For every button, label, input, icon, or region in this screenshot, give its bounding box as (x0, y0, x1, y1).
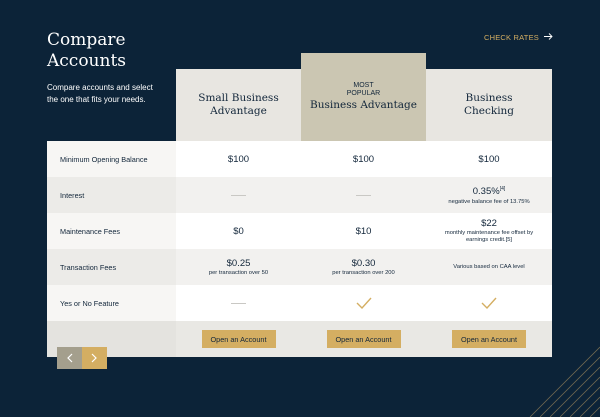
checkmark-icon (356, 297, 372, 309)
row-label: Interest (47, 177, 176, 213)
next-button[interactable] (82, 347, 107, 369)
interest-rate: 0.35% (472, 186, 500, 198)
cell-value: $100 (227, 153, 250, 165)
column-header-business-advantage (301, 53, 426, 141)
column-header-business-checking (426, 69, 552, 141)
cell-value (473, 184, 506, 197)
cell-note: monthly maintenance fee offset by earnings credit.[5] (444, 230, 534, 243)
cell-value: $0 (233, 225, 244, 237)
check-rates-label: CHECK RATES (484, 32, 539, 42)
table-row (47, 177, 552, 213)
checkmark-icon (481, 297, 497, 309)
table-cell (176, 177, 301, 213)
table-cell (176, 213, 301, 249)
table-cell (301, 321, 426, 357)
table-cell (301, 177, 426, 213)
page-subtitle: Compare accounts and select the one that fits your needs. (47, 83, 153, 104)
cell-value: $10 (355, 225, 372, 237)
cell-value: $22 (481, 218, 497, 229)
dash-icon (231, 195, 246, 196)
cell-note: per transaction over 200 (332, 269, 395, 276)
table-row (47, 249, 552, 285)
open-account-button-small-business-advantage[interactable]: Open an Account (202, 330, 276, 348)
chevron-left-icon (66, 353, 73, 363)
row-label: Yes or No Feature (47, 285, 176, 321)
table-cell (176, 321, 301, 357)
open-account-button-business-checking[interactable]: Open an Account (452, 330, 526, 348)
page-title: Compare Accounts (47, 30, 127, 71)
column-header-small-business-advantage (176, 69, 301, 141)
table-cell (426, 177, 552, 213)
column-title: Small Business Advantage (198, 92, 279, 117)
cell-note: per transaction over 50 (208, 269, 269, 276)
table-body (47, 141, 552, 357)
chevron-right-icon (91, 353, 98, 363)
table-row (47, 141, 552, 177)
table-cell (176, 249, 301, 285)
comparison-table (47, 0, 552, 358)
table-cell (426, 321, 552, 357)
open-account-button-business-advantage[interactable]: Open an Account (327, 330, 401, 348)
table-cell (426, 285, 552, 321)
column-title: Business Advantage (310, 99, 417, 111)
table-cell (301, 249, 426, 285)
table-cell (301, 141, 426, 177)
dash-icon (231, 303, 246, 304)
table-cell (426, 249, 552, 285)
column-title: Business Checking (463, 92, 515, 117)
prev-button[interactable] (57, 347, 82, 369)
row-label: Maintenance Fees (47, 213, 176, 249)
table-cell (426, 213, 552, 249)
most-popular-badge: MOST POPULAR (346, 82, 381, 97)
footnote-ref[interactable]: [4] (499, 186, 506, 193)
table-cell (426, 141, 552, 177)
cell-value: $100 (478, 153, 500, 165)
row-label: Minimum Opening Balance (47, 141, 176, 177)
table-row (47, 213, 552, 249)
cell-value: $0.30 (351, 257, 376, 269)
cell-value: $0.25 (226, 257, 251, 269)
cta-row (47, 321, 552, 357)
table-row (47, 285, 552, 321)
carousel-nav (57, 347, 107, 369)
table-cell (301, 285, 426, 321)
dash-icon (356, 195, 371, 196)
table-cell (301, 213, 426, 249)
table-cell (176, 285, 301, 321)
row-label: Transaction Fees (47, 249, 176, 285)
cell-note: Various based on CAA level (453, 264, 525, 270)
cell-value: $100 (352, 153, 375, 165)
cell-note: negative balance fee of 13.75% (448, 198, 530, 205)
table-cell (176, 141, 301, 177)
